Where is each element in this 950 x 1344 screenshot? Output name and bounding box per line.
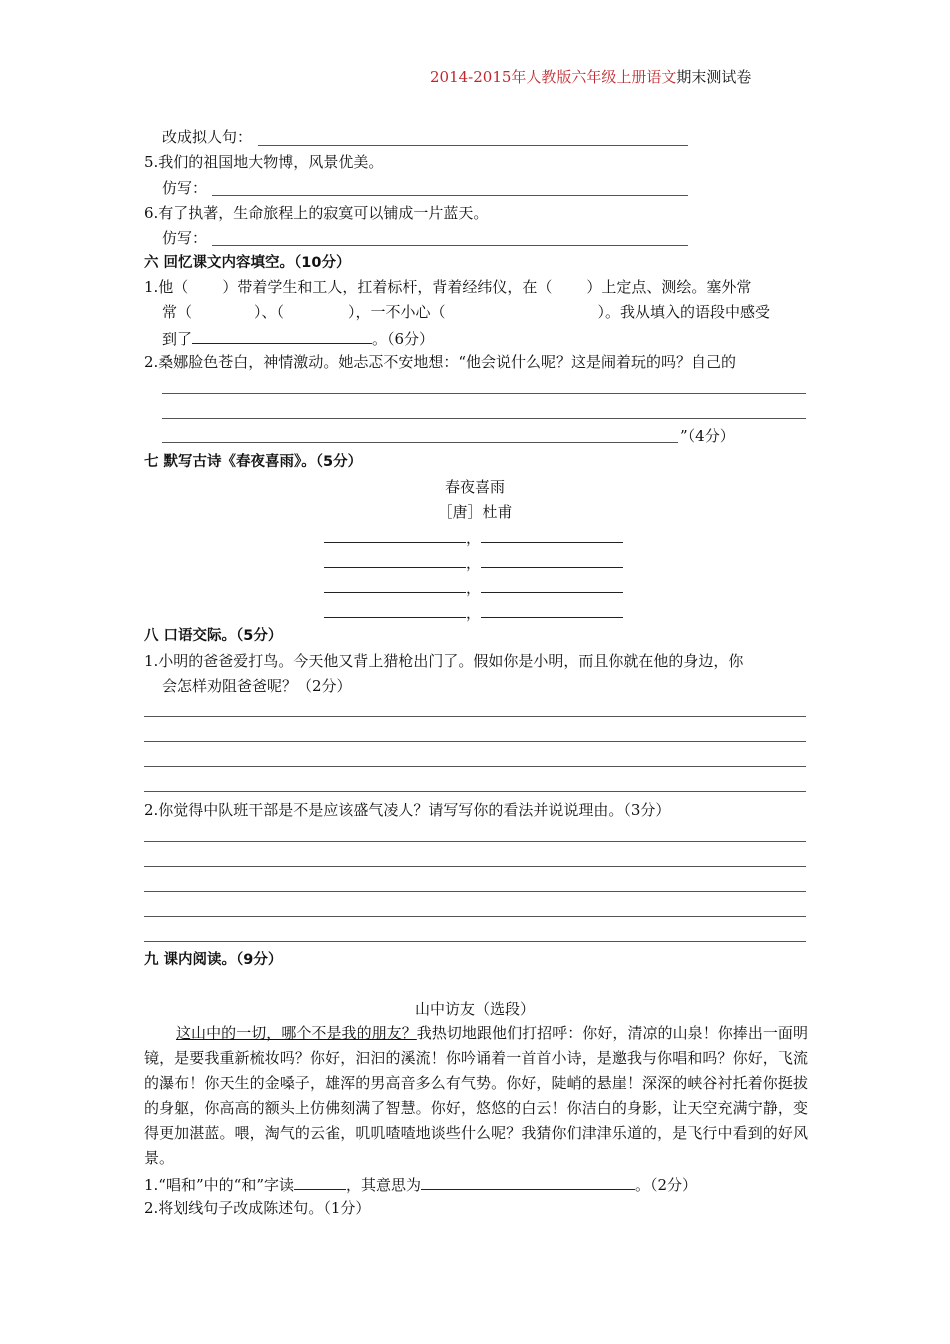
section-9-heading: 九 课内阅读。（9分） (144, 952, 283, 968)
poem-line: ， (324, 601, 623, 623)
poem-line: ， (324, 576, 623, 598)
answer-blank[interactable] (324, 526, 466, 543)
answer-line[interactable] (144, 791, 806, 792)
section-8-q1-line1: 1.小明的爸爸爱打鸟。今天他又背上猎枪出门了。假如你是小明，而且你就在他的身边，你 (144, 652, 744, 670)
answer-blank[interactable] (481, 526, 623, 543)
answer-blank[interactable] (294, 1173, 346, 1190)
answer-line[interactable] (258, 145, 688, 146)
underlined-sentence: 这山中的一切，哪个不是我的朋友？ (176, 1024, 417, 1042)
answer-blank[interactable] (324, 551, 466, 568)
answer-blank[interactable] (324, 601, 466, 618)
section-6-q1-line2: 常（ ）、（ ），一不小心（ ）。我从填入的语段中感受 (162, 303, 771, 321)
answer-line[interactable] (144, 891, 806, 892)
answer-line[interactable] (144, 716, 806, 717)
section-8-q1-line2: 会怎样劝阻爸爸呢？（2分） (162, 677, 352, 695)
answer-line[interactable] (162, 418, 806, 419)
imitation-label-6: 仿写： (162, 229, 208, 247)
answer-line[interactable] (144, 766, 806, 767)
poem-author: ［唐］杜甫 (437, 503, 513, 521)
question-6: 6.有了执著，生命旅程上的寂寞可以铺成一片蓝天。 (144, 204, 489, 222)
section-6-q1-line3: 到了 。（6分） (162, 327, 434, 349)
passage-body: 我热切地跟他们打招呼：你好，清凉的山泉！你捧出一面明镜，是要我重新梳妆吗？你好，汩汩的溪流！你吟诵着一首首小诗，是邀我与你唱和吗？你好，飞流的瀑布！你天生的金嗓子，雄浑的男高音多么有气势。你好，陡峭的悬崖！深深的峡谷衬托着你挺拔的身躯，你高高的额头上仿佛刻满了智慧。你好，悠悠的白云！你洁白的身影，让天空充满宁静，变得更加湛蓝。喂，淘气的云雀，叽叽喳喳地谈些什么呢？我猜你们津津乐道的，是飞行中看到的好风景。 (144, 1024, 808, 1167)
section-6-q2: 2.桑娜脸色苍白，神情激动。她忐忑不安地想：“他会说什么呢？这是闹着玩的吗？自己的 (144, 353, 736, 371)
section-6-heading: 六 回忆课文内容填空。（10分） (144, 255, 351, 271)
answer-line[interactable] (162, 442, 678, 443)
question-5: 5.我们的祖国地大物博，风景优美。 (144, 153, 384, 171)
answer-line[interactable] (212, 195, 688, 196)
header-subtitle: 期末测试卷 (676, 68, 752, 86)
answer-blank[interactable] (481, 576, 623, 593)
section-9-q2: 2.将划线句子改成陈述句。（1分） (144, 1199, 371, 1217)
answer-blank[interactable] (481, 551, 623, 568)
answer-line[interactable] (144, 866, 806, 867)
page-header (430, 66, 790, 87)
answer-blank[interactable] (324, 576, 466, 593)
section-6-q1-line1: 1.他（ ）带着学生和工人，扛着标杆，背着经纬仪，在（ ）上定点、测绘。塞外常 (144, 278, 752, 296)
answer-blank[interactable] (481, 601, 623, 618)
section-7-heading: 七 默写古诗《春夜喜雨》。（5分） (144, 454, 363, 470)
section-8-heading: 八 口语交际。（5分） (144, 628, 283, 644)
answer-line[interactable] (144, 841, 806, 842)
answer-line[interactable] (144, 741, 806, 742)
section-8-q2: 2.你觉得中队班干部是不是应该盛气凌人？请写写你的看法并说说理由。（3分） (144, 801, 671, 819)
passage-title: 山中访友（选段） (414, 1000, 535, 1018)
poem-line: ， (324, 526, 623, 548)
poem-line: ， (324, 551, 623, 573)
answer-blank[interactable] (421, 1173, 635, 1190)
reading-passage (144, 1021, 808, 1171)
poem-title: 春夜喜雨 (444, 478, 505, 496)
answer-line[interactable] (144, 916, 806, 917)
personification-prompt: 改成拟人句： (162, 128, 253, 146)
header-title: 2014-2015年人教版六年级上册语文 (430, 68, 677, 86)
answer-line[interactable] (144, 941, 806, 942)
section-9-q1: 1.“唱和”中的“和”字读 ，其意思为 。（2分） (144, 1173, 697, 1195)
answer-line[interactable] (212, 245, 688, 246)
answer-blank[interactable] (192, 327, 372, 344)
imitation-label-5: 仿写： (162, 179, 208, 197)
answer-line[interactable] (162, 393, 806, 394)
section-6-q2-end: ”（4分） (680, 427, 735, 445)
